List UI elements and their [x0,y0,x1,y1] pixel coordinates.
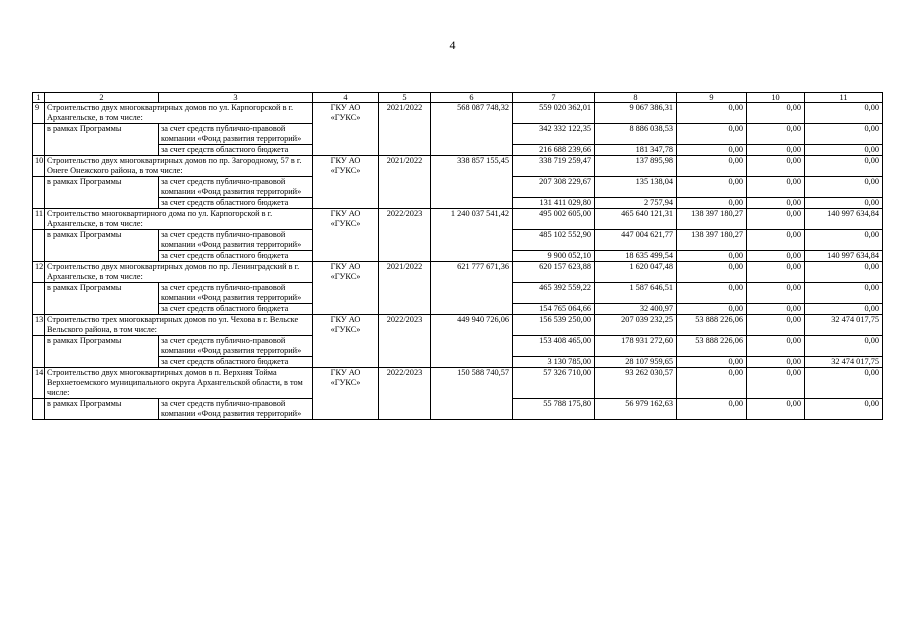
amount-cell: 55 788 175,80 [513,399,595,420]
funding-source: за счет средств публично-правовой компании «Фонд развития территорий» [159,230,313,251]
header-cell: 5 [379,93,431,103]
amount-cell: 0,00 [747,209,805,230]
amount-cell: 1 620 047,48 [595,262,677,283]
blank-cell [33,399,45,420]
amount-cell: 32 400,97 [595,304,677,315]
row-number: 10 [33,156,45,177]
amount-cell: 56 979 162,63 [595,399,677,420]
amount-cell: 0,00 [805,103,883,124]
funding-source: за счет средств публично-правовой компании «Фонд развития территорий» [159,399,313,420]
header-cell: 3 [159,93,313,103]
amount-cell: 0,00 [747,357,805,368]
program-label: в рамках Программы [45,399,159,420]
amount-cell: 0,00 [677,103,747,124]
amount-cell: 0,00 [747,124,805,145]
amount-cell: 138 397 180,27 [677,209,747,230]
program-label: в рамках Программы [45,124,159,156]
funding-source: за счет средств публично-правовой компании «Фонд развития территорий» [159,124,313,145]
amount-cell: 0,00 [747,177,805,198]
table-body [33,93,883,420]
amount-cell: 181 347,78 [595,145,677,156]
amount-cell: 207 039 232,25 [595,315,677,336]
amount-cell: 0,00 [805,262,883,283]
project-title: Строительство многоквартирного дома по ул. Карпогорской в г. Архангельске, в том числе: [45,209,313,230]
table-row [33,156,883,177]
amount-cell: 156 539 250,00 [513,315,595,336]
total-cost-cell: 1 240 037 541,42 [431,209,513,262]
amount-cell: 465 392 559,22 [513,283,595,304]
row-number: 14 [33,368,45,399]
amount-cell: 153 408 465,00 [513,336,595,357]
responsible-org: ГКУ АО «ГУКС» [313,315,379,368]
amount-cell: 9 067 386,31 [595,103,677,124]
amount-cell: 53 888 226,06 [677,336,747,357]
amount-cell: 1 587 646,51 [595,283,677,304]
amount-cell: 135 138,04 [595,177,677,198]
header-cell: 6 [431,93,513,103]
header-cell: 4 [313,93,379,103]
funding-source: за счет средств публично-правовой компании «Фонд развития территорий» [159,177,313,198]
amount-cell: 0,00 [805,283,883,304]
total-cost-cell: 621 777 671,36 [431,262,513,315]
amount-cell: 8 886 038,53 [595,124,677,145]
funding-source: за счет средств областного бюджета [159,304,313,315]
amount-cell: 0,00 [805,177,883,198]
amount-cell: 0,00 [677,156,747,177]
amount-cell: 447 004 621,77 [595,230,677,251]
amount-cell: 0,00 [805,368,883,399]
header-cell: 8 [595,93,677,103]
amount-cell: 0,00 [677,304,747,315]
amount-cell: 18 635 499,54 [595,251,677,262]
amount-cell: 620 157 623,88 [513,262,595,283]
amount-cell: 465 640 121,31 [595,209,677,230]
period-cell: 2022/2023 [379,368,431,420]
total-cost-cell: 150 588 740,57 [431,368,513,420]
responsible-org: ГКУ АО «ГУКС» [313,156,379,209]
amount-cell: 0,00 [677,357,747,368]
amount-cell: 0,00 [747,251,805,262]
header-cell: 1 [33,93,45,103]
header-cell: 11 [805,93,883,103]
amount-cell: 131 411 029,80 [513,198,595,209]
header-cell: 2 [45,93,159,103]
row-number: 9 [33,103,45,124]
amount-cell: 0,00 [677,283,747,304]
funding-source: за счет средств областного бюджета [159,198,313,209]
amount-cell: 32 474 017,75 [805,357,883,368]
amount-cell: 0,00 [677,198,747,209]
row-number: 12 [33,262,45,283]
funding-source: за счет средств областного бюджета [159,251,313,262]
amount-cell: 207 308 229,67 [513,177,595,198]
amount-cell: 0,00 [747,103,805,124]
header-cell: 10 [747,93,805,103]
amount-cell: 216 688 239,66 [513,145,595,156]
amount-cell: 0,00 [747,315,805,336]
period-cell: 2022/2023 [379,209,431,262]
amount-cell: 485 102 552,90 [513,230,595,251]
table-row [33,209,883,230]
amount-cell: 495 002 605,00 [513,209,595,230]
amount-cell: 138 397 180,27 [677,230,747,251]
amount-cell: 0,00 [805,156,883,177]
amount-cell: 0,00 [747,283,805,304]
period-cell: 2022/2023 [379,315,431,368]
period-cell: 2021/2022 [379,262,431,315]
table-row [33,315,883,336]
amount-cell: 3 130 785,00 [513,357,595,368]
project-title: Строительство трех многоквартирных домов по ул. Чехова в г. Вельске Вельского района, в том числе: [45,315,313,336]
table-row [33,103,883,124]
total-cost-cell: 568 087 748,32 [431,103,513,156]
amount-cell: 32 474 017,75 [805,315,883,336]
amount-cell: 9 900 052,10 [513,251,595,262]
amount-cell: 0,00 [805,124,883,145]
responsible-org: ГКУ АО «ГУКС» [313,209,379,262]
header-cell: 7 [513,93,595,103]
amount-cell: 338 719 259,47 [513,156,595,177]
amount-cell: 0,00 [805,336,883,357]
project-title: Строительство двух многоквартирных домов по ул. Карпогорской в г. Архангельске, в том числе: [45,103,313,124]
project-title: Строительство двух многоквартирных домов по пр. Ленинградский в г. Архангельске, в том числе: [45,262,313,283]
amount-cell: 0,00 [677,262,747,283]
total-cost-cell: 338 857 155,45 [431,156,513,209]
program-label: в рамках Программы [45,177,159,209]
amount-cell: 0,00 [747,336,805,357]
header-row [33,93,883,103]
program-label: в рамках Программы [45,230,159,262]
program-table [32,92,883,420]
amount-cell: 0,00 [805,198,883,209]
program-label: в рамках Программы [45,336,159,368]
total-cost-cell: 449 940 726,06 [431,315,513,368]
amount-cell: 57 326 710,00 [513,368,595,399]
blank-cell [33,177,45,209]
period-cell: 2021/2022 [379,156,431,209]
amount-cell: 0,00 [747,368,805,399]
header-cell: 9 [677,93,747,103]
amount-cell: 0,00 [677,124,747,145]
amount-cell: 93 262 030,57 [595,368,677,399]
amount-cell: 0,00 [747,198,805,209]
amount-cell: 0,00 [805,399,883,420]
period-cell: 2021/2022 [379,103,431,156]
program-label: в рамках Программы [45,283,159,315]
amount-cell: 28 107 959,65 [595,357,677,368]
amount-cell: 140 997 634,84 [805,251,883,262]
amount-cell: 0,00 [805,230,883,251]
amount-cell: 0,00 [805,304,883,315]
table-row [33,368,883,399]
responsible-org: ГКУ АО «ГУКС» [313,368,379,420]
amount-cell: 0,00 [677,251,747,262]
row-number: 11 [33,209,45,230]
funding-source: за счет средств областного бюджета [159,145,313,156]
project-title: Строительство двух многоквартирных домов по пр. Загородному, 57 в г. Онеге Онежского района, в том числе: [45,156,313,177]
blank-cell [33,124,45,156]
funding-source: за счет средств публично-правовой компании «Фонд развития территорий» [159,283,313,304]
amount-cell: 137 895,98 [595,156,677,177]
amount-cell: 0,00 [747,156,805,177]
amount-cell: 0,00 [747,230,805,251]
project-title: Строительство двух многоквартирных домов в п. Верхняя Тойма Верхнетоемского муниципального округа Архангельской области, в том числе: [45,368,313,399]
amount-cell: 154 765 064,66 [513,304,595,315]
responsible-org: ГКУ АО «ГУКС» [313,262,379,315]
blank-cell [33,230,45,262]
amount-cell: 559 020 362,01 [513,103,595,124]
amount-cell: 0,00 [747,399,805,420]
amount-cell: 53 888 226,06 [677,315,747,336]
amount-cell: 0,00 [747,262,805,283]
amount-cell: 0,00 [747,304,805,315]
page-number: 4 [449,38,456,52]
amount-cell: 2 757,94 [595,198,677,209]
funding-source: за счет средств областного бюджета [159,357,313,368]
funding-source: за счет средств публично-правовой компании «Фонд развития территорий» [159,336,313,357]
amount-cell: 178 931 272,60 [595,336,677,357]
amount-cell: 0,00 [805,145,883,156]
amount-cell: 0,00 [677,177,747,198]
blank-cell [33,283,45,315]
responsible-org: ГКУ АО «ГУКС» [313,103,379,156]
amount-cell: 140 997 634,84 [805,209,883,230]
amount-cell: 0,00 [747,145,805,156]
amount-cell: 342 332 122,35 [513,124,595,145]
row-number: 13 [33,315,45,336]
table-row [33,262,883,283]
blank-cell [33,336,45,368]
amount-cell: 0,00 [677,399,747,420]
amount-cell: 0,00 [677,145,747,156]
amount-cell: 0,00 [677,368,747,399]
